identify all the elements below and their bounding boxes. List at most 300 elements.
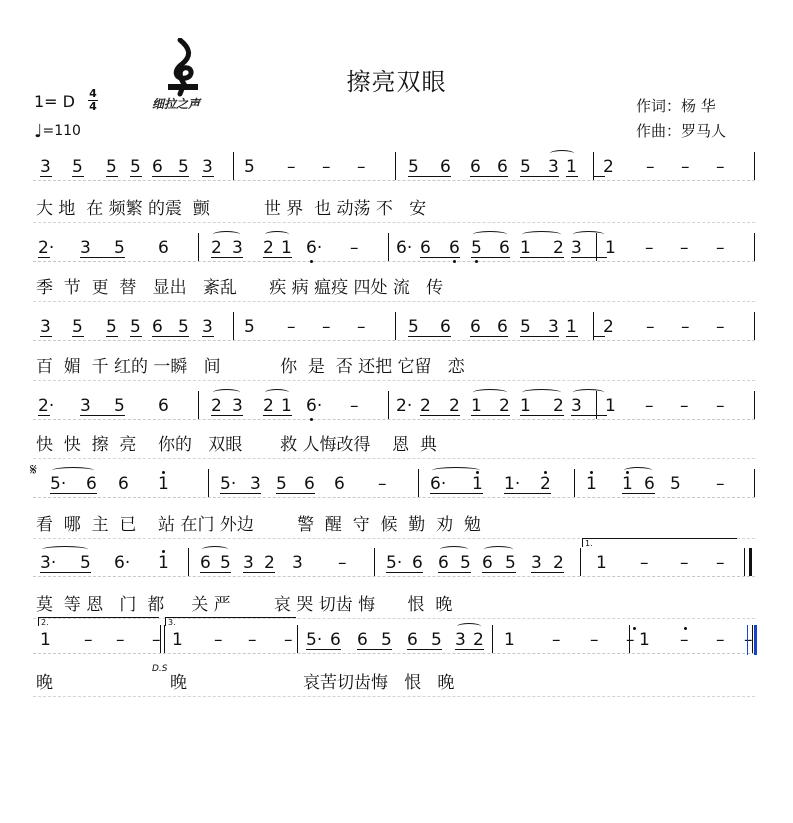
note: 2 — [553, 396, 564, 416]
note: 6 — [152, 317, 163, 337]
note: 5 — [244, 157, 255, 177]
note: 3 — [571, 238, 582, 258]
note: 1 — [40, 630, 51, 650]
eighth-underline — [566, 176, 578, 177]
note: 3 — [40, 157, 51, 177]
beam-underline — [152, 336, 189, 337]
volta-1-label: 1. — [585, 539, 593, 548]
note: 2 — [449, 396, 460, 416]
barline — [233, 152, 234, 180]
quarter-note-icon: ♩ — [34, 121, 43, 142]
lyric-line: 快 快 擦 亮 你的 双眼 救 人悔改得 恩 典 — [36, 435, 437, 455]
repeat-barline — [744, 548, 752, 576]
octave-dot-below — [453, 260, 456, 263]
note-extension: – — [378, 474, 387, 494]
octave-dot-above — [544, 471, 547, 474]
note: 6 — [440, 157, 451, 177]
note-extension: – — [640, 553, 649, 573]
barline — [198, 391, 199, 419]
staff-guide-line — [33, 180, 755, 181]
note: 6 — [152, 157, 163, 177]
note: 3 — [232, 238, 243, 258]
tie-slur — [265, 231, 289, 238]
note: 3 — [531, 553, 542, 573]
barline — [754, 233, 755, 261]
note: 6· — [306, 396, 323, 416]
barline — [754, 152, 755, 180]
tie-slur — [202, 546, 228, 553]
note: 2 — [211, 238, 222, 258]
note: 1· — [504, 474, 521, 494]
octave-dot-below — [475, 260, 478, 263]
lyric-guide-line — [33, 222, 755, 223]
note: 5 — [106, 157, 117, 177]
note: 2 — [553, 238, 564, 258]
beam-underline — [571, 415, 607, 416]
beam-underline — [386, 572, 423, 573]
barline — [208, 469, 209, 497]
double-barline — [160, 625, 165, 653]
note: 5· — [50, 474, 67, 494]
note: 1 — [566, 157, 577, 177]
eighth-underline — [130, 176, 142, 177]
staff-guide-line — [33, 261, 755, 262]
beam-underline — [471, 257, 510, 258]
beam-underline — [306, 649, 341, 650]
note-extension: – — [287, 317, 296, 337]
barline — [388, 391, 389, 419]
staff-guide-line — [33, 653, 755, 654]
barline — [188, 548, 189, 576]
note: 1 — [158, 474, 169, 494]
note-extension: – — [716, 317, 725, 337]
note: 6 — [497, 157, 508, 177]
beam-underline — [263, 257, 292, 258]
note: 5 — [72, 157, 83, 177]
eighth-underline — [593, 176, 605, 177]
tie-slur — [213, 389, 240, 396]
note: 1 — [639, 630, 650, 650]
note: 3 — [292, 553, 303, 573]
barline — [574, 469, 575, 497]
note-extension: – — [322, 157, 331, 177]
eighth-underline — [566, 336, 578, 337]
note: 3 — [250, 474, 261, 494]
tie-slur — [550, 150, 574, 157]
note: 5 — [408, 157, 419, 177]
note-extension: – — [681, 317, 690, 337]
lyric-guide-line — [33, 380, 755, 381]
octave-dot-above — [626, 471, 629, 474]
note: 3 — [548, 157, 559, 177]
note: 6 — [470, 157, 481, 177]
time-sig-top: 4 — [89, 87, 97, 100]
note: 6 — [438, 553, 449, 573]
note: 6 — [330, 630, 341, 650]
note: 5 — [381, 630, 392, 650]
note-extension: – — [716, 157, 725, 177]
note-extension: – — [357, 157, 366, 177]
segno-mark: 𝄋 — [30, 460, 37, 479]
note: 1 — [281, 396, 292, 416]
tie-slur — [522, 389, 561, 396]
note-extension: – — [646, 317, 655, 337]
volta-3-label: 3. — [168, 618, 176, 627]
note-extension: – — [716, 630, 725, 650]
note: 3 — [571, 396, 582, 416]
lyric-fragment: 晚 — [170, 673, 187, 693]
note-extension: – — [322, 317, 331, 337]
barline — [629, 625, 630, 653]
note: 3 — [548, 317, 559, 337]
note: 6 — [200, 553, 211, 573]
note-extension: – — [350, 238, 359, 258]
note-extension: – — [357, 317, 366, 337]
eighth-underline — [72, 176, 84, 177]
beam-underline — [211, 257, 243, 258]
note: 6 — [412, 553, 423, 573]
note: 6 — [158, 396, 169, 416]
lyric-line: 莫 等 恩 门 都 关 严 哀 哭 切齿 悔 恨 晚 — [36, 595, 453, 615]
barline — [233, 312, 234, 340]
barline — [580, 548, 581, 576]
eighth-underline — [408, 176, 420, 177]
logo-text: 细拉之声 — [152, 97, 201, 111]
note: 5 — [72, 317, 83, 337]
note-extension: – — [645, 238, 654, 258]
note: 5 — [220, 553, 231, 573]
lyric-line: 大 地 在 频繁 的震 颤 世 界 也 动荡 不 安 — [36, 199, 427, 219]
note: 6 — [497, 317, 508, 337]
lyric-fragment: 晚 — [36, 673, 53, 693]
composer: 作曲：罗马人 — [636, 122, 727, 140]
tie-slur — [473, 389, 507, 396]
barline — [492, 625, 493, 653]
note-extension: – — [680, 630, 689, 650]
note-extension: – — [287, 157, 296, 177]
note: 5 — [520, 317, 531, 337]
eighth-underline — [130, 336, 142, 337]
beam-underline — [571, 257, 607, 258]
note: 2 — [420, 396, 431, 416]
note: 6 — [118, 474, 129, 494]
note: 6 — [420, 238, 431, 258]
staff-guide-line — [33, 419, 755, 420]
note: 5 — [178, 317, 189, 337]
tempo-marking — [34, 121, 81, 142]
note: 2 — [499, 396, 510, 416]
key-signature: 1= D — [34, 92, 75, 111]
tie-slur — [573, 231, 604, 238]
note: 6· — [396, 238, 413, 258]
barline — [198, 233, 199, 261]
note: 5 — [505, 553, 516, 573]
eighth-underline — [40, 336, 52, 337]
note: 2 — [603, 157, 614, 177]
note: 2 — [264, 553, 275, 573]
note: 5· — [386, 553, 403, 573]
note: 5 — [130, 317, 141, 337]
tie-slur — [484, 546, 513, 553]
lyric-guide-line — [33, 696, 755, 697]
note: 1 — [172, 630, 183, 650]
note: 1 — [471, 396, 482, 416]
note-extension: – — [338, 553, 347, 573]
note: 2 — [553, 553, 564, 573]
eighth-underline — [40, 176, 52, 177]
note: 6 — [407, 630, 418, 650]
note-extension: – — [716, 396, 725, 416]
note: 2 — [473, 630, 484, 650]
note-extension: – — [716, 474, 725, 494]
note: 3 — [202, 317, 213, 337]
note: 1 — [158, 553, 169, 573]
beam-underline — [220, 493, 261, 494]
note: 3 — [455, 630, 466, 650]
note: 2· — [38, 396, 55, 416]
note: 1 — [520, 396, 531, 416]
note: 1 — [596, 553, 607, 573]
note: 5 — [471, 238, 482, 258]
tie-slur — [265, 389, 289, 396]
lyric-line: 季 节 更 替 显出 紊乱 疾 病 瘟疫 四处 流 传 — [36, 278, 444, 298]
note-extension: – — [552, 630, 561, 650]
note: 3 — [40, 317, 51, 337]
note-extension: – — [680, 238, 689, 258]
octave-dot-above — [162, 550, 165, 553]
eighth-underline — [106, 176, 118, 177]
note-extension: – — [248, 630, 257, 650]
eighth-underline — [202, 176, 214, 177]
note-extension: – — [116, 630, 125, 650]
note-extension: – — [590, 630, 599, 650]
beam-underline — [504, 493, 551, 494]
tie-slur — [473, 231, 507, 238]
eighth-underline — [593, 336, 605, 337]
lyric-fragment: 哀苦切齿悔 恨 晚 — [303, 673, 455, 693]
note: 3 — [202, 157, 213, 177]
beam-underline — [520, 257, 564, 258]
note: 1 — [605, 396, 616, 416]
beam-underline — [80, 415, 125, 416]
note: 3 — [232, 396, 243, 416]
beam-underline — [520, 415, 564, 416]
note: 5 — [520, 157, 531, 177]
tie-slur — [457, 623, 481, 630]
note: 6· — [306, 238, 323, 258]
octave-dot-above — [590, 471, 593, 474]
note: 3· — [40, 553, 57, 573]
tie-slur — [522, 231, 561, 238]
staff-guide-line — [33, 340, 755, 341]
beam-underline — [455, 649, 484, 650]
note: 5· — [306, 630, 323, 650]
note: 5 — [106, 317, 117, 337]
note-extension: – — [626, 630, 635, 650]
note-extension: – — [716, 238, 725, 258]
note: 1 — [605, 238, 616, 258]
note: 1 — [520, 238, 531, 258]
beam-underline — [407, 649, 442, 650]
beam-underline — [152, 176, 189, 177]
beam-underline — [470, 336, 508, 337]
barline — [395, 312, 396, 340]
volta-3 — [165, 617, 296, 626]
note: 5 — [80, 553, 91, 573]
note: 6 — [304, 474, 315, 494]
note-extension: – — [680, 396, 689, 416]
barline — [395, 152, 396, 180]
octave-dot-below — [310, 418, 313, 421]
beam-underline — [471, 415, 510, 416]
tie-slur — [432, 467, 480, 474]
beam-underline — [622, 493, 655, 494]
note: 1 — [472, 474, 483, 494]
lyric-guide-line — [33, 301, 755, 302]
beam-underline — [50, 493, 97, 494]
note: 5 — [460, 553, 471, 573]
volta-1 — [582, 538, 737, 547]
note: 2· — [396, 396, 413, 416]
beam-underline — [211, 415, 243, 416]
note-extension: – — [284, 630, 293, 650]
volta-2-label: 2. — [41, 618, 49, 627]
tie-slur — [440, 546, 468, 553]
beam-underline — [420, 415, 460, 416]
octave-dot-above — [684, 627, 687, 630]
note-extension: – — [152, 630, 161, 650]
tie-slur — [573, 389, 604, 396]
beam-underline — [430, 493, 483, 494]
note: 5 — [431, 630, 442, 650]
eighth-underline — [38, 257, 50, 258]
tie-slur — [42, 546, 88, 553]
beam-underline — [438, 572, 471, 573]
final-barline — [747, 625, 757, 655]
beam-underline — [357, 649, 392, 650]
credits — [636, 94, 726, 144]
note-extension: – — [645, 396, 654, 416]
note: 2 — [603, 317, 614, 337]
tie-slur — [213, 231, 240, 238]
eighth-underline — [72, 336, 84, 337]
barline — [297, 625, 298, 653]
note: 6 — [482, 553, 493, 573]
octave-dot-above — [162, 471, 165, 474]
note: 6 — [357, 630, 368, 650]
note: 2 — [263, 238, 274, 258]
note: 1 — [622, 474, 633, 494]
staff-guide-line — [33, 497, 755, 498]
beam-underline — [482, 572, 516, 573]
note: 5 — [276, 474, 287, 494]
note: 6· — [430, 474, 447, 494]
note: 6 — [86, 474, 97, 494]
note: 2· — [38, 238, 55, 258]
beam-underline — [531, 572, 564, 573]
staff-guide-line — [33, 576, 755, 577]
tie-slur — [52, 467, 94, 474]
note: 6 — [499, 238, 510, 258]
beam-underline — [420, 257, 460, 258]
note-extension: – — [646, 157, 655, 177]
tempo-value: =110 — [42, 123, 81, 139]
note: 1 — [566, 317, 577, 337]
note: 3 — [80, 396, 91, 416]
note: 1 — [281, 238, 292, 258]
note: 6 — [334, 474, 345, 494]
note: 2 — [211, 396, 222, 416]
song-title: 擦亮双眼 — [346, 68, 447, 96]
barline — [418, 469, 419, 497]
beam-underline — [470, 176, 508, 177]
lyricist: 作词：杨 华 — [636, 97, 716, 115]
note-extension: – — [681, 157, 690, 177]
lyric-guide-line — [33, 458, 755, 459]
note: 5 — [114, 396, 125, 416]
note: 1 — [586, 474, 597, 494]
note: 6 — [470, 317, 481, 337]
volta-2 — [38, 617, 159, 626]
beam-underline — [276, 493, 315, 494]
note: 5 — [244, 317, 255, 337]
note-extension: – — [744, 630, 753, 650]
beam-underline — [40, 572, 91, 573]
note: 6 — [449, 238, 460, 258]
note: 3 — [243, 553, 254, 573]
eighth-underline — [38, 415, 50, 416]
barline — [388, 233, 389, 261]
lyric-line: 百 媚 千 红的 一瞬 间 你 是 否 还把 它留 恋 — [36, 357, 465, 377]
note: 5· — [220, 474, 237, 494]
beam-underline — [80, 257, 125, 258]
barline — [374, 548, 375, 576]
time-signature — [86, 88, 100, 113]
note-extension: – — [716, 553, 725, 573]
octave-dot-above — [633, 627, 636, 630]
barline — [754, 391, 755, 419]
note: 5 — [178, 157, 189, 177]
beam-underline — [520, 176, 559, 177]
barline — [754, 312, 755, 340]
eighth-underline — [408, 336, 420, 337]
octave-dot-above — [476, 471, 479, 474]
beam-underline — [200, 572, 231, 573]
note: 5 — [670, 474, 681, 494]
note: 5 — [130, 157, 141, 177]
note: 6· — [114, 553, 131, 573]
note-extension: – — [680, 553, 689, 573]
beam-underline — [520, 336, 559, 337]
note: 6 — [440, 317, 451, 337]
note-extension: – — [350, 396, 359, 416]
note: 5 — [408, 317, 419, 337]
note: 3 — [80, 238, 91, 258]
note: 2 — [540, 474, 551, 494]
note: 6 — [158, 238, 169, 258]
beam-underline — [263, 415, 292, 416]
lyric-line: 看 哪 主 已 站 在门 外边 警 醒 守 候 勤 劝 勉 — [36, 515, 481, 535]
barline — [754, 469, 755, 497]
note: 1 — [504, 630, 515, 650]
note-extension: – — [84, 630, 93, 650]
note-extension: – — [214, 630, 223, 650]
time-sig-bottom: 4 — [89, 100, 97, 113]
octave-dot-below — [310, 260, 313, 263]
beam-underline — [243, 572, 275, 573]
ds-mark: D.S — [152, 664, 168, 674]
eighth-underline — [106, 336, 118, 337]
